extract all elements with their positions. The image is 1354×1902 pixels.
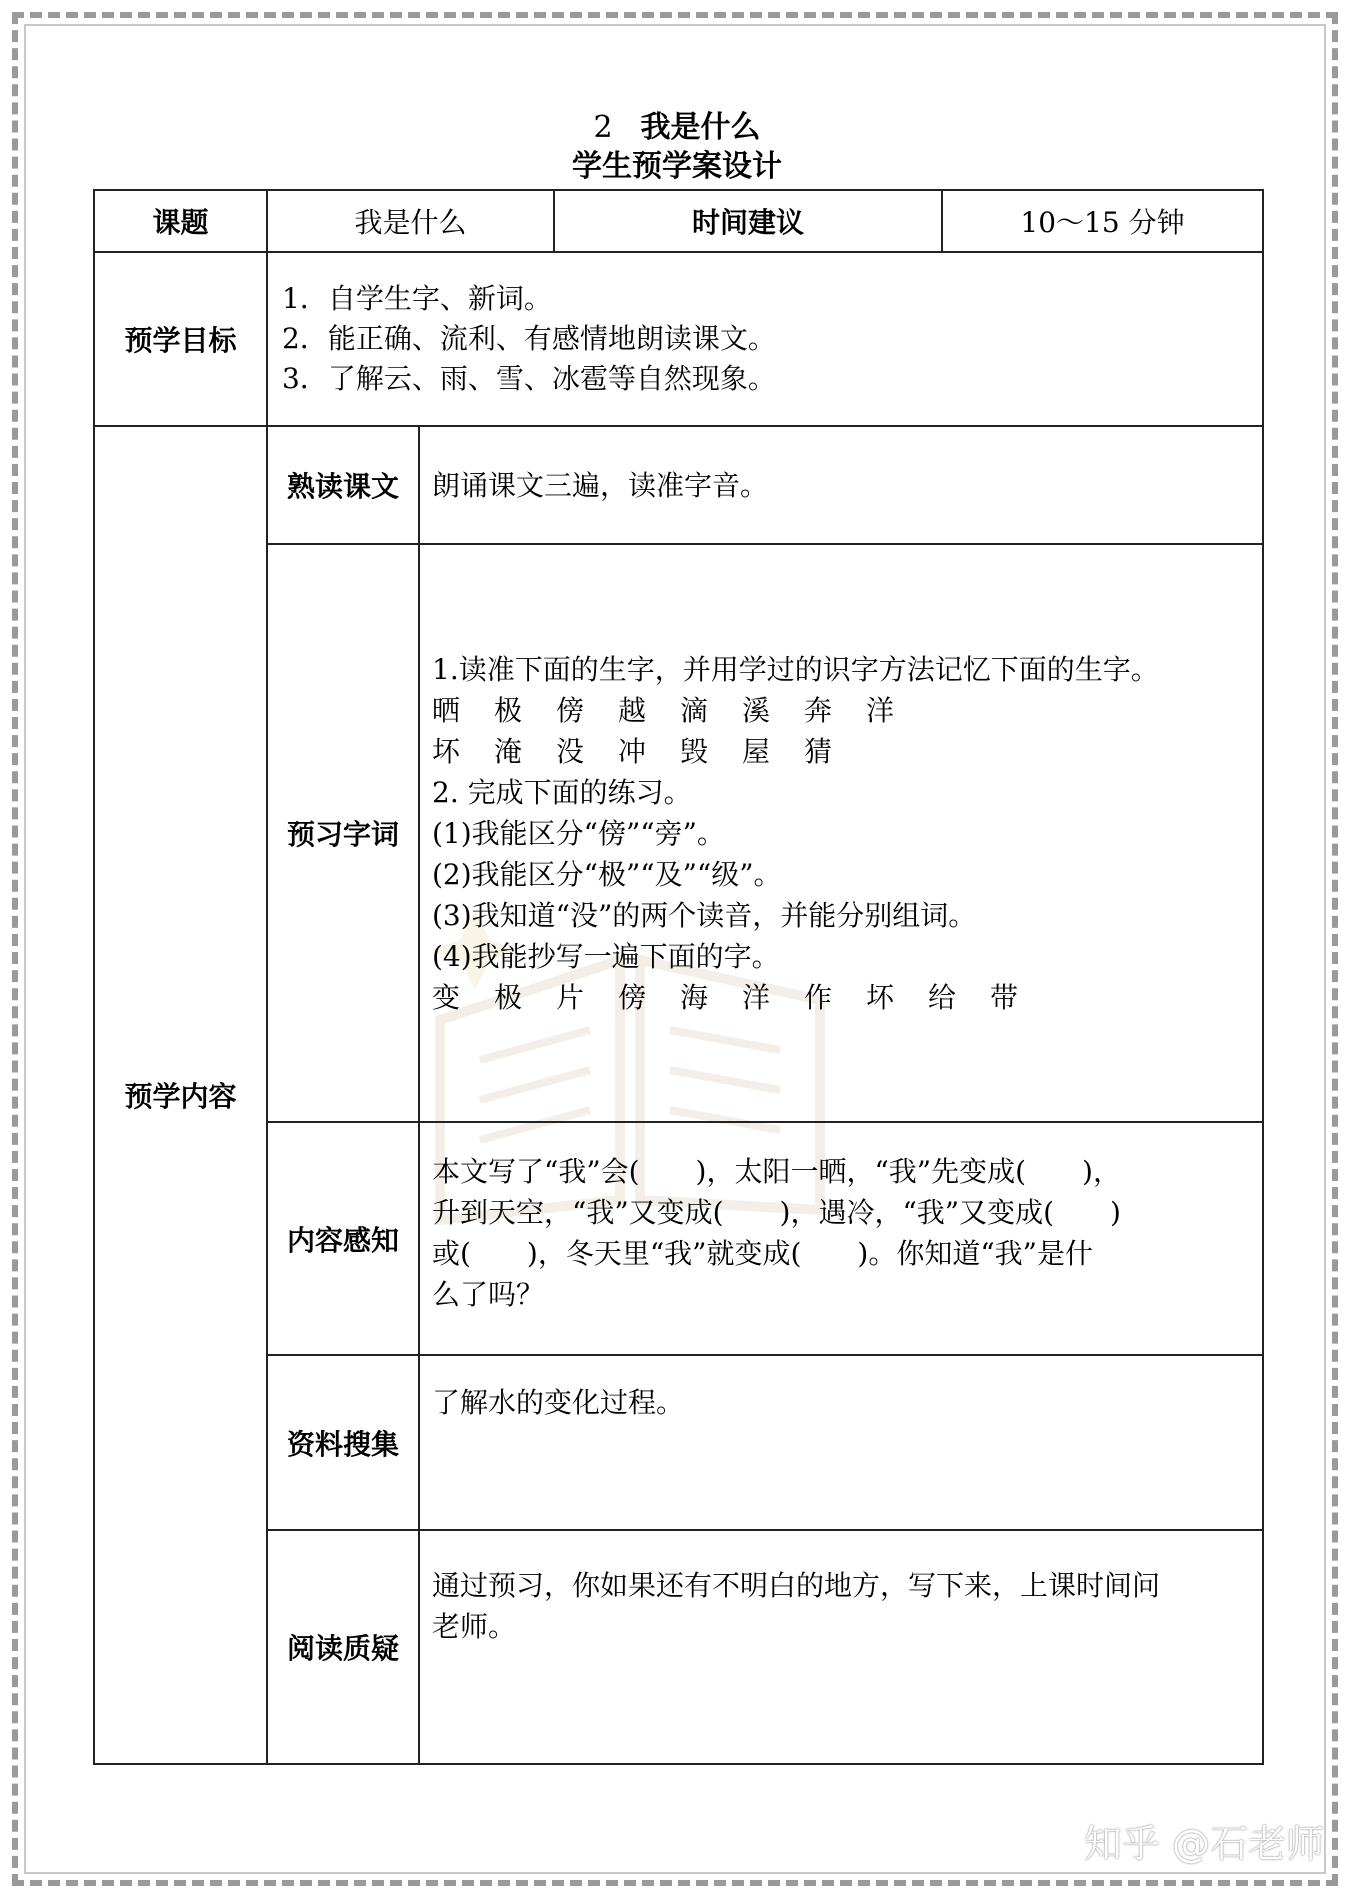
exercise-heading: 2. 完成下面的练习。: [432, 775, 692, 809]
perception-label: 内容感知: [267, 1122, 419, 1355]
char: 傍: [618, 980, 647, 1014]
char: 带: [990, 980, 1019, 1014]
char: 冲: [618, 734, 647, 768]
char: 晒: [432, 693, 461, 727]
chars-row-1: [432, 690, 1250, 731]
chars-row-3: [432, 977, 1250, 1018]
perception-line: 或( )，冬天里“我”就变成( )。你知道“我”是什: [432, 1237, 1093, 1270]
title-block: [0, 108, 1354, 186]
char: 淹: [494, 734, 523, 768]
words-content: [419, 544, 1263, 1122]
char: 洋: [742, 980, 771, 1014]
perception-line: 么了吗？: [432, 1278, 545, 1311]
page-subtitle: 学生预学案设计: [572, 149, 782, 184]
char: 滴: [680, 693, 709, 727]
topic-label: 课题: [94, 190, 267, 252]
questions-line: 通过预习，你如果还有不明白的地方，写下来，上课时间问: [432, 1569, 1161, 1602]
char: 越: [618, 693, 647, 727]
exercise-2: (2)我能区分“极”“及”“级”。: [432, 857, 782, 891]
research-label: 资料搜集: [267, 1355, 419, 1530]
questions-label: 阅读质疑: [267, 1530, 419, 1764]
char: 作: [804, 980, 833, 1014]
char: 海: [680, 980, 709, 1014]
goals-row: [94, 252, 1263, 426]
char: 洋: [866, 693, 895, 727]
questions-content: [419, 1530, 1263, 1764]
goals-list: [267, 252, 1263, 426]
words-label: 预习字词: [267, 544, 419, 1122]
lesson-number: 2: [593, 110, 613, 145]
char: 傍: [556, 693, 585, 727]
research-row: [94, 1355, 1263, 1530]
chars-row-2: [432, 731, 1250, 772]
words-instruction: 1.读准下面的生字，并用学过的识字方法记忆下面的生字。: [432, 652, 1159, 686]
header-row: [94, 190, 1263, 252]
research-text: 了解水的变化过程。: [419, 1355, 1263, 1530]
char: 极: [494, 693, 523, 727]
read-text: 朗诵课文三遍，读准字音。: [419, 426, 1263, 544]
char: 溪: [742, 693, 771, 727]
questions-line: 老师。: [432, 1610, 517, 1643]
content-label: 预学内容: [94, 426, 267, 1764]
char: 极: [494, 980, 523, 1014]
exercise-4: (4)我能抄写一遍下面的字。: [432, 939, 780, 973]
char: 屋: [742, 734, 771, 768]
topic-value: 我是什么: [267, 190, 554, 252]
goals-label: 预学目标: [94, 252, 267, 426]
read-label: 熟读课文: [267, 426, 419, 544]
prestudy-table: [93, 189, 1264, 1765]
char: 毁: [680, 734, 709, 768]
char: 猜: [804, 734, 833, 768]
zhihu-watermark: 知乎 @石老师: [1083, 1822, 1324, 1866]
goal-item: 1．自学生字、新词。: [282, 282, 552, 315]
perception-line: 升到天空，“我”又变成( )，遇冷，“我”又变成( ): [432, 1196, 1121, 1229]
goal-item: 2．能正确、流利、有感情地朗读课文。: [282, 322, 776, 355]
lesson-title: [0, 108, 1354, 148]
goal-item: 3．了解云、雨、雪、冰雹等自然现象。: [282, 362, 776, 395]
perception-content: [419, 1122, 1263, 1355]
time-label: 时间建议: [554, 190, 942, 252]
words-row: [94, 544, 1263, 1122]
exercise-3: (3)我知道“没”的两个读音，并能分别组词。: [432, 898, 977, 932]
perception-row: [94, 1122, 1263, 1355]
read-row: [94, 426, 1263, 544]
char: 坏: [432, 734, 461, 768]
char: 奔: [804, 693, 833, 727]
questions-row: [94, 1530, 1263, 1764]
lesson-name: 我是什么: [640, 110, 761, 145]
perception-line: 本文写了“我”会( )，太阳一晒，“我”先变成( )，: [432, 1155, 1121, 1188]
char: 没: [556, 734, 585, 768]
char: 坏: [866, 980, 895, 1014]
char: 片: [556, 980, 585, 1014]
time-value: 10～15 分钟: [942, 190, 1263, 252]
char: 变: [432, 980, 461, 1014]
char: 给: [928, 980, 957, 1014]
exercise-1: (1)我能区分“傍”“旁”。: [432, 816, 725, 850]
